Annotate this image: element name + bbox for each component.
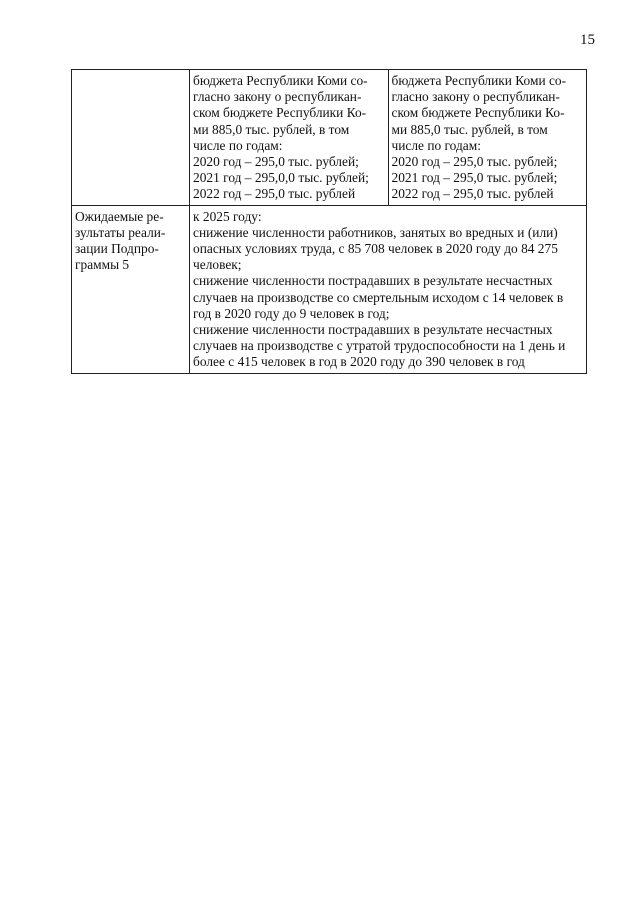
page-number: 15 xyxy=(580,32,595,48)
funding-left-line: ми 885,0 тыс. рублей, в том xyxy=(193,121,350,137)
funding-left-line: бюджета Республики Коми со- xyxy=(193,73,368,88)
subprogram-passport-table xyxy=(71,69,587,374)
funding-left-line: числе по годам: xyxy=(193,137,283,153)
funding-cell-right xyxy=(388,70,587,206)
funding-right-line: 2021 год – 295,0 тыс. рублей; xyxy=(391,170,558,186)
results-line: человек; xyxy=(193,257,242,273)
results-label-line: граммы 5 xyxy=(75,257,130,273)
funding-cell-left xyxy=(190,70,388,206)
results-label-cell xyxy=(72,205,190,373)
funding-left-line: 2022 год – 295,0 тыс. рублей xyxy=(193,186,356,202)
results-line: случаев на производстве со смертельным исходом с 14 человек в xyxy=(193,289,564,305)
results-label-line: зультаты реали- xyxy=(75,224,166,240)
results-line: год в 2020 году до 9 человек в год; xyxy=(193,305,390,321)
funding-left-line: 2020 год – 295,0 тыс. рублей; xyxy=(193,154,359,170)
results-label-line: зации Подпро- xyxy=(75,241,159,257)
results-line: к 2025 году: xyxy=(193,208,262,224)
results-line: снижение численности работников, занятых во вредных и (или) xyxy=(193,224,558,240)
results-line: более с 415 человек в год в 2020 году до 390 человек в год xyxy=(193,354,525,370)
funding-left-line: гласно закону о республикан- xyxy=(193,89,362,105)
funding-left-line: ском бюджете Республики Ко- xyxy=(193,105,367,121)
funding-left-line: 2021 год – 295,0,0 тыс. рублей; xyxy=(193,170,369,186)
funding-label-cell xyxy=(72,70,190,206)
results-row xyxy=(72,205,587,373)
funding-right-line: ми 885,0 тыс. рублей, в том xyxy=(391,121,548,137)
results-line: снижение численности пострадавших в результате несчастных xyxy=(193,273,553,289)
funding-right-line: бюджета Республики Коми со- xyxy=(391,73,567,88)
funding-row xyxy=(72,70,587,206)
funding-right-line: числе по годам: xyxy=(391,137,481,153)
funding-right-line: 2020 год – 295,0 тыс. рублей; xyxy=(391,154,558,170)
results-label-line: Ожидаемые ре- xyxy=(75,208,164,224)
funding-right-line: 2022 год – 295,0 тыс. рублей xyxy=(391,186,554,202)
results-line: снижение численности пострадавших в результате несчастных xyxy=(193,322,553,338)
results-content-cell xyxy=(190,205,587,373)
results-line: случаев на производстве с утратой трудоспособности на 1 день и xyxy=(193,338,566,354)
funding-right-line: гласно закону о республикан- xyxy=(391,89,560,105)
results-line: опасных условиях труда, с 85 708 человек в 2020 году до 84 275 xyxy=(193,241,558,257)
funding-right-line: ском бюджете Республики Ко- xyxy=(391,105,565,121)
